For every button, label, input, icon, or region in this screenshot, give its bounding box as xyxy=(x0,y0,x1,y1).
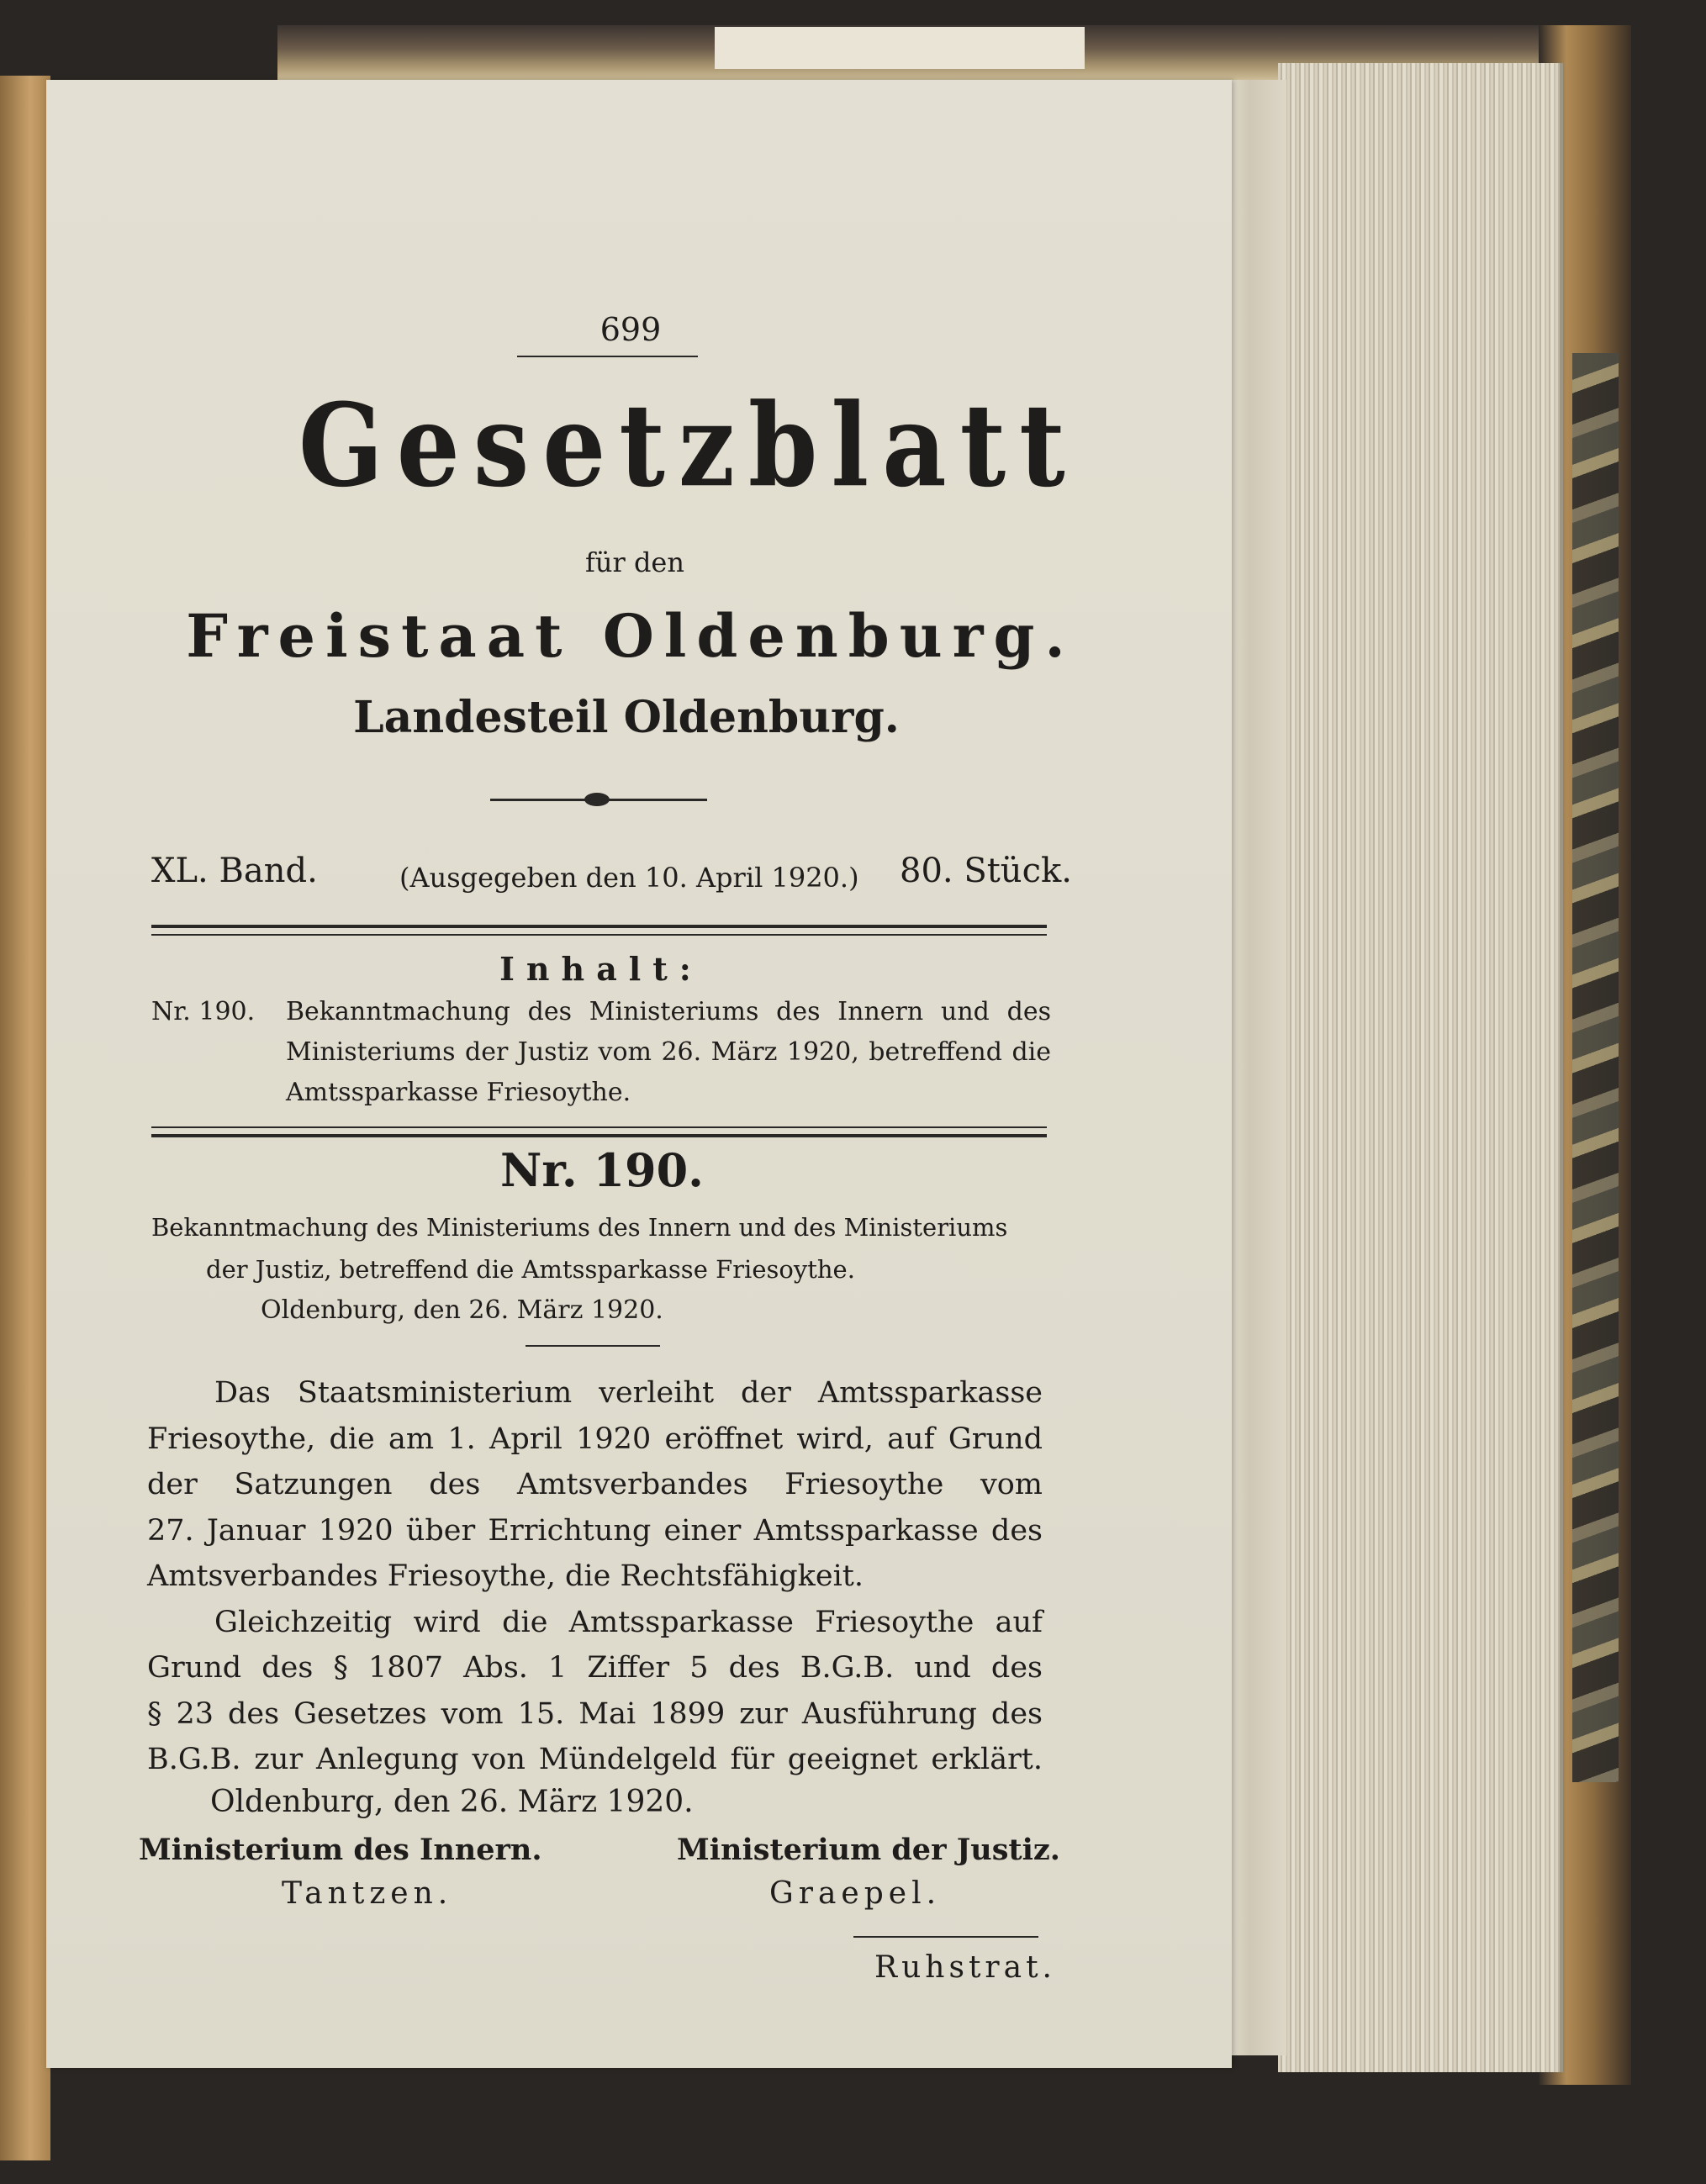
volume-label: XL. Band. xyxy=(151,852,318,890)
signature-graepel: Graepel. xyxy=(769,1876,942,1911)
ministry-interior: Ministerium des Innern. xyxy=(139,1833,542,1867)
body-line: Das Staatsministerium verleiht der Amtssparkasse xyxy=(214,1376,1043,1410)
body-line: Amtsverbandes Friesoythe, die Rechtsfähigkeit. xyxy=(147,1559,864,1593)
body-line: B.G.B. zur Anlegung von Mündelgeld für geeignet erklärt. xyxy=(147,1743,1043,1776)
page-number: 699 xyxy=(599,311,662,348)
body-line: Gleichzeitig wird die Amtssparkasse Friesoythe auf xyxy=(214,1605,1043,1639)
body-text xyxy=(147,1370,1043,1783)
binding-tab xyxy=(715,27,1085,69)
section-place-date: Oldenburg, den 26. März 1920. xyxy=(261,1295,663,1325)
section-number: Nr. 190. xyxy=(500,1143,704,1197)
ornament-diamond xyxy=(584,793,610,806)
double-rule-bottom xyxy=(151,1134,1047,1137)
title-connector: für den xyxy=(585,546,684,578)
body-line: Friesoythe, die am 1. April 1920 eröffnet wird, auf Grund xyxy=(147,1422,1043,1456)
body-line: der Satzungen des Amtsverbandes Friesoythe vom xyxy=(147,1468,1043,1501)
double-rule-top xyxy=(151,925,1047,928)
double-rule-bottom xyxy=(151,934,1047,936)
body-line: Grund des § 1807 Abs. 1 Ziffer 5 des B.G.B. und des xyxy=(147,1651,1043,1685)
short-rule xyxy=(526,1345,660,1347)
contents-heading: Inhalt: xyxy=(499,950,703,988)
contents-entry-number: Nr. 190. xyxy=(151,997,256,1026)
contents-entry-text xyxy=(286,992,1051,1113)
page-stack xyxy=(1278,63,1563,2072)
section-subtitle: Bekanntmachung des Ministeriums des Innern und des Ministeriums xyxy=(151,1213,1008,1242)
contents-line: Ministeriums der Justiz vom 26. März 1920, betreffend die xyxy=(286,1037,1051,1067)
closing-place-date: Oldenburg, den 26. März 1920. xyxy=(210,1785,694,1819)
signature-ruhstrat: Ruhstrat. xyxy=(874,1950,1056,1985)
signature-tantzen: Tantzen. xyxy=(282,1876,453,1911)
marbled-edge xyxy=(1572,353,1619,1782)
region-name: Landesteil Oldenburg. xyxy=(353,692,900,743)
left-cover xyxy=(0,76,50,2160)
page-number-rule xyxy=(517,356,698,357)
body-line: § 23 des Gesetzes vom 15. Mai 1899 zur Ausführung des xyxy=(147,1696,1043,1731)
body-line: 27. Januar 1920 über Errichtung einer Amtssparkasse des xyxy=(147,1513,1043,1548)
signature-rule xyxy=(853,1936,1038,1938)
state-name: Freistaat Oldenburg. xyxy=(186,601,1075,671)
issue-number: 80. Stück. xyxy=(900,852,1072,890)
double-rule-top xyxy=(151,1126,1047,1128)
gazette-page xyxy=(46,80,1232,2068)
contents-line: Bekanntmachung des Ministeriums des Innern und des xyxy=(286,997,1051,1026)
section-subtitle: der Justiz, betreffend die Amtssparkasse Friesoythe. xyxy=(206,1255,855,1284)
contents-line: Amtssparkasse Friesoythe. xyxy=(286,1078,631,1107)
ministry-justice: Ministerium der Justiz. xyxy=(677,1833,1060,1867)
issue-date: (Ausgegeben den 10. April 1920.) xyxy=(399,862,859,894)
page-title: Gesetzblatt xyxy=(298,377,1079,513)
